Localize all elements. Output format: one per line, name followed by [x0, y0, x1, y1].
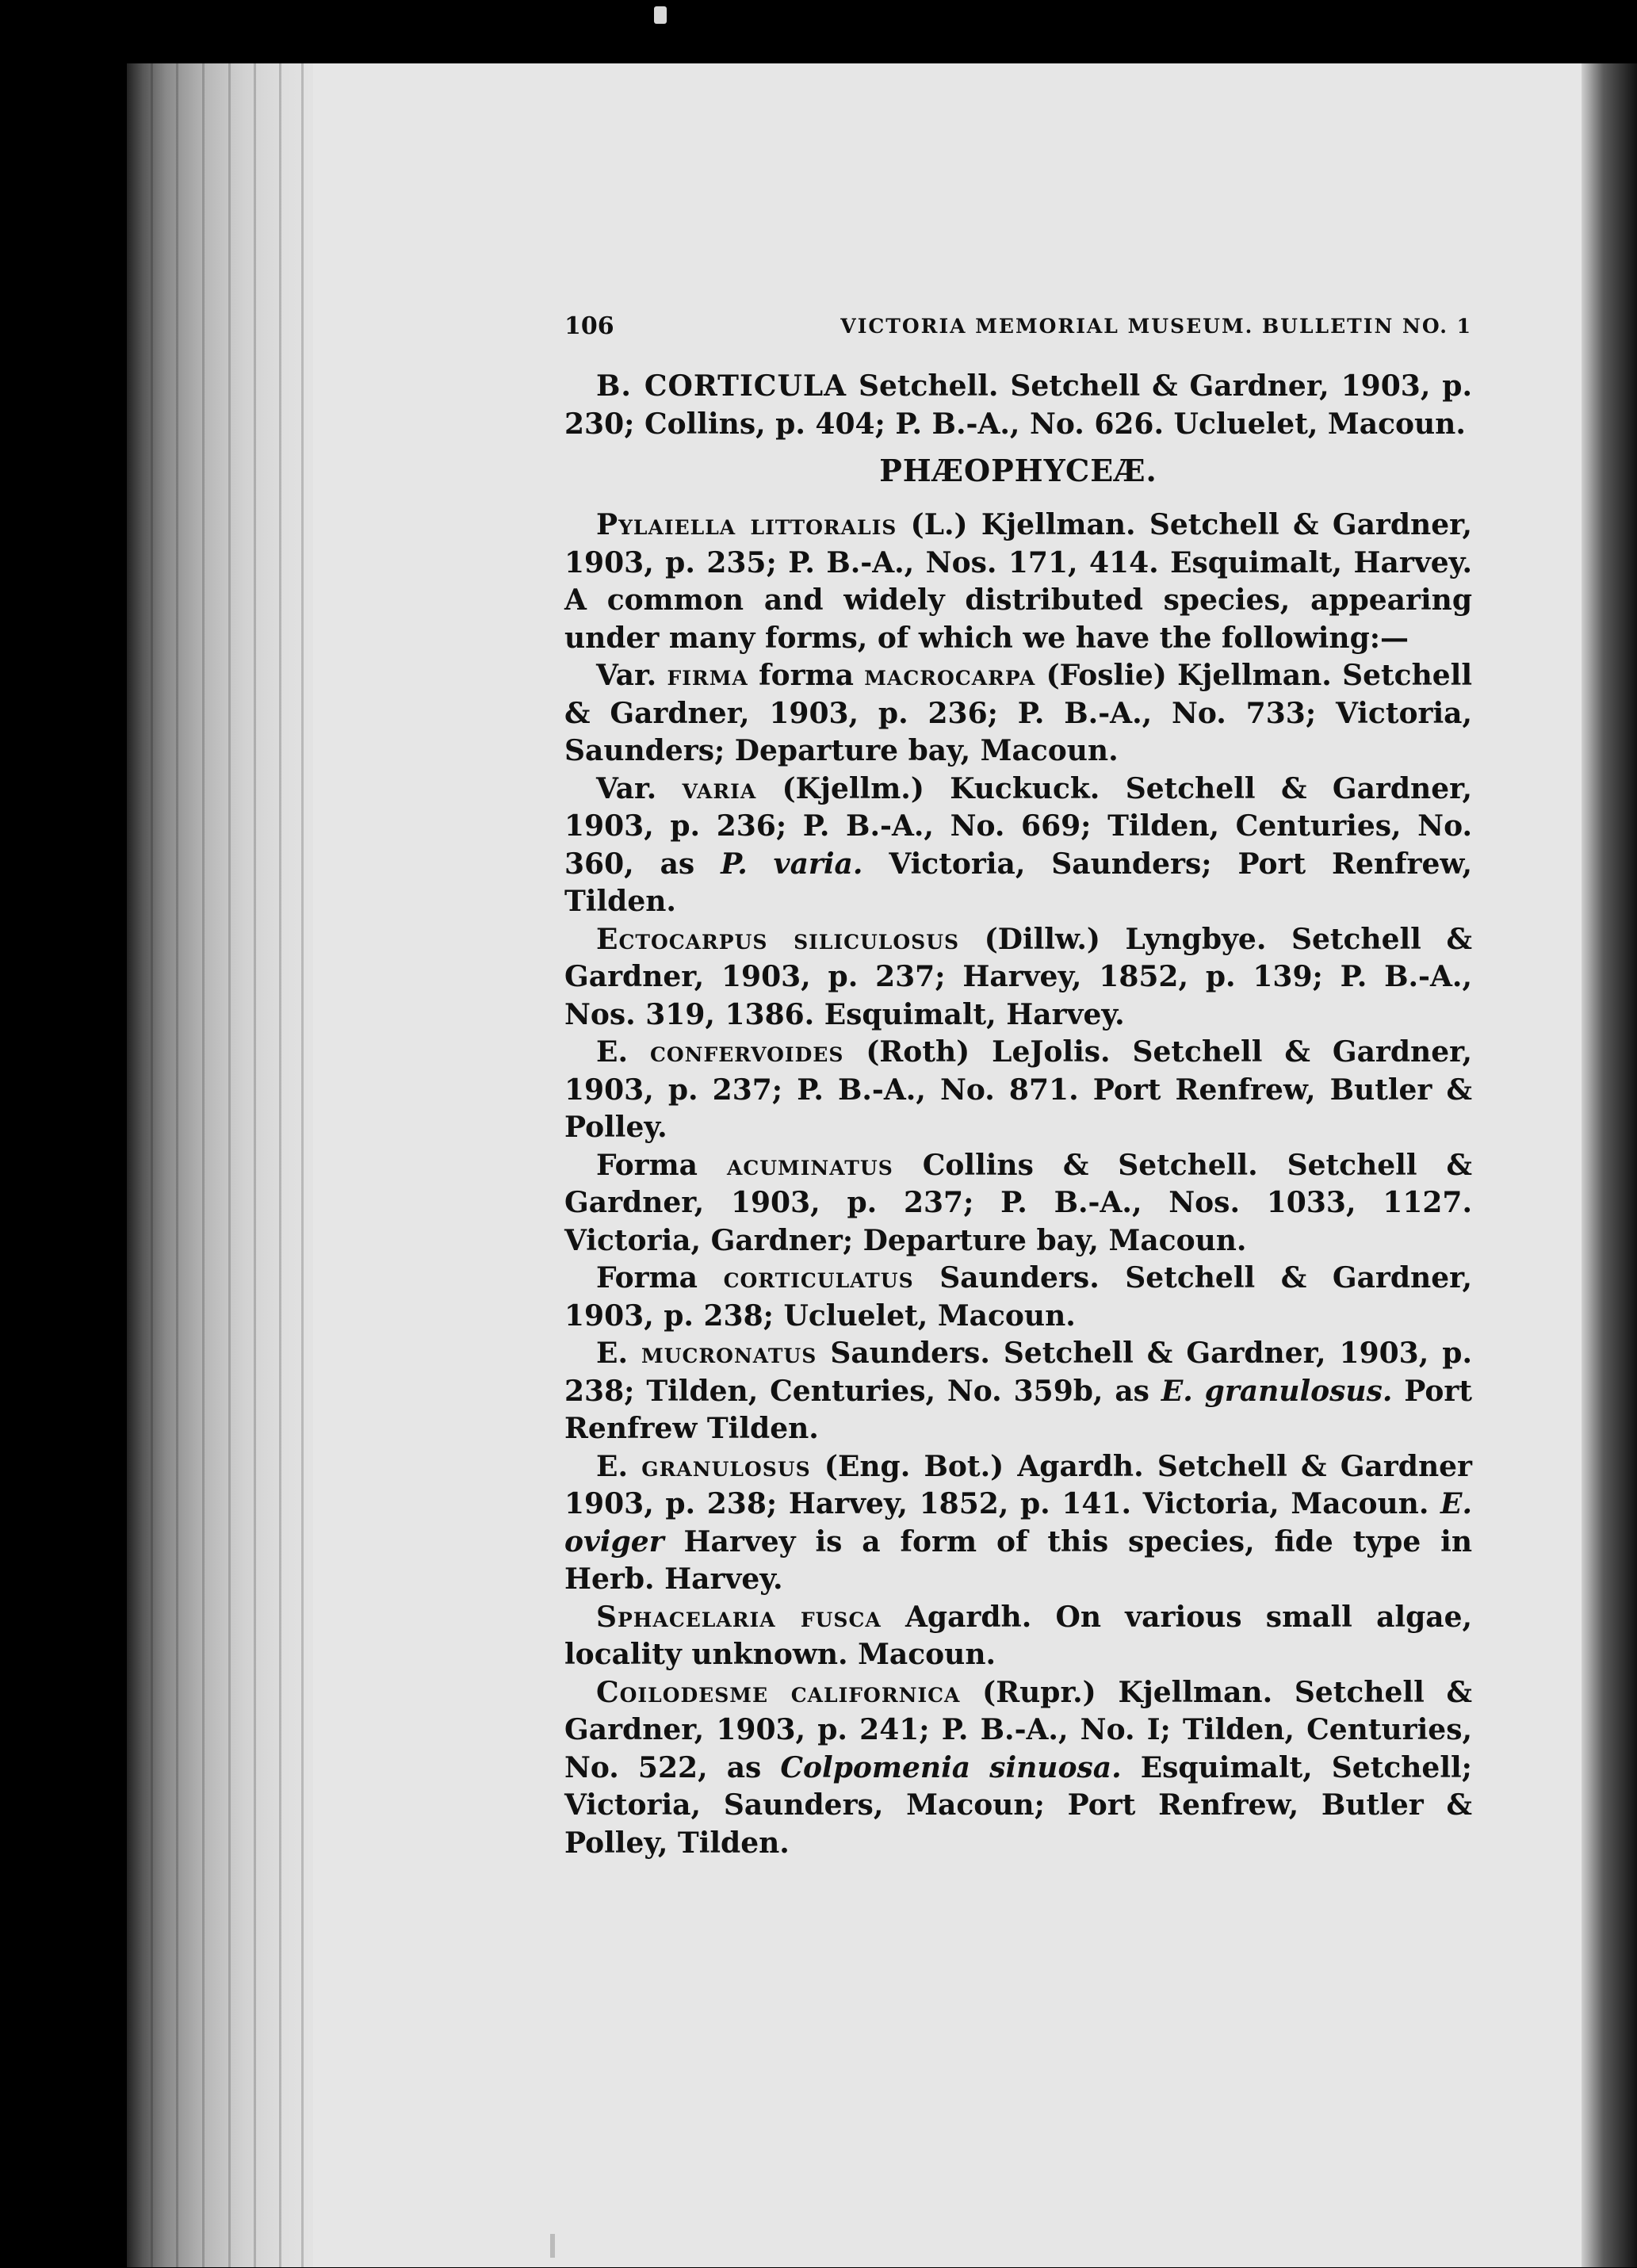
- entry-text: Collins & Setchell. Setchell & Gardner, 1903, p. 237; P. B.-A., Nos. 1033, 1127. Victoria, Gardner; Departure bay, Macoun.: [564, 1148, 1472, 1257]
- scan-mark-top: [654, 6, 667, 24]
- entry-text: (Dillw.) Lyngbye. Setchell & Gardner, 1903, p. 237; Harvey, 1852, p. 139; P. B.-A., Nos. 319, 1386. Esquimalt, Harvey.: [564, 922, 1472, 1031]
- entry-paragraph: [564, 1674, 1472, 1863]
- section-heading: PHÆOPHYCEÆ.: [879, 453, 1157, 488]
- book-page-edges: [127, 63, 325, 2267]
- entry-prefix: E.: [596, 1449, 642, 1483]
- page-content: [564, 311, 1472, 1862]
- taxon-name: Coilodesme californica: [596, 1675, 961, 1709]
- entry-text: Setchell. Setchell & Gardner, 1903, p. 230; Collins, p. 404; P. B.-A., No. 626. Ucluelet, Macoun.: [564, 369, 1472, 441]
- entry-prefix: Var.: [596, 771, 683, 805]
- entry-text: Esquimalt, Setchell; Victoria, Saunders, Macoun; Port Renfrew, Butler & Polley, Tilden.: [564, 1750, 1472, 1860]
- taxon-name: Ectocarpus siliculosus: [596, 922, 960, 956]
- taxon-name: confervoides: [649, 1035, 844, 1069]
- entry-text: Harvey is a form of this species, fide type in Herb. Harvey.: [564, 1524, 1472, 1596]
- entry-paragraph: [564, 1260, 1472, 1335]
- scan-mark-bottom: [550, 2234, 555, 2258]
- entry-text: (Eng. Bot.) Agardh. Setchell & Gardner 1903, p. 238; Harvey, 1852, p. 141. Victoria, Macoun.: [564, 1449, 1472, 1520]
- entry-prefix: Forma: [596, 1148, 727, 1182]
- entry-text: Saunders. Setchell & Gardner, 1903, p. 238; Tilden, Centuries, No. 359b, as: [564, 1337, 1472, 1408]
- taxon-name: macrocarpa: [864, 659, 1036, 692]
- entry-paragraph: [564, 368, 1472, 443]
- italic-taxon: E. oviger: [564, 1487, 1472, 1559]
- entry-paragraph: [564, 1448, 1472, 1599]
- taxon-name: granulosus: [641, 1449, 811, 1483]
- taxon-name: mucronatus: [641, 1337, 817, 1370]
- page-number: 106: [564, 312, 614, 340]
- entry-paragraph: [564, 657, 1472, 771]
- entry-prefix: Var.: [596, 659, 667, 692]
- entry-text: Victoria, Saunders; Port Renfrew, Tilden.: [564, 847, 1472, 918]
- taxon-name: B. CORTICULA: [596, 369, 847, 403]
- entry-text: (Roth) LeJolis. Setchell & Gardner, 1903, p. 237; P. B.-A., No. 871. Port Renfrew, Butler & Polley.: [564, 1035, 1472, 1144]
- entry-paragraph: [564, 1335, 1472, 1448]
- entry-text: forma: [748, 659, 865, 692]
- entry-prefix: E.: [596, 1035, 650, 1069]
- entry-prefix: Forma: [596, 1261, 724, 1295]
- entry-text: Port Renfrew Tilden.: [564, 1374, 1473, 1445]
- entry-text: (Kjellm.) Kuckuck. Setchell & Gardner, 1903, p. 236; P. B.-A., No. 669; Tilden, Centuries, No. 360, as: [564, 771, 1472, 881]
- taxon-name: Sphacelaria fusca: [596, 1600, 882, 1634]
- entry-text: (Rupr.) Kjellman. Setchell & Gardner, 1903, p. 241; P. B.-A., No. I; Tilden, Centuries, No. 522, as: [564, 1675, 1472, 1784]
- entry-text: (L.) Kjellman. Setchell & Gardner, 1903, p. 235; P. B.-A., Nos. 171, 414. Esquimalt, Harvey. A common and widely distributed species, appearing under many forms, of which we have the following:—: [564, 508, 1472, 655]
- taxon-name: varia: [682, 771, 757, 805]
- entry-text: (Foslie) Kjellman. Setchell & Gardner, 1903, p. 236; P. B.-A., No. 733; Victoria, Saunders; Departure bay, Macoun.: [564, 659, 1472, 767]
- italic-taxon: E. granulosus.: [1161, 1374, 1393, 1408]
- entry-paragraph: [564, 771, 1472, 921]
- entry-paragraph: [564, 921, 1472, 1035]
- taxon-name: firma: [667, 659, 748, 692]
- entry-text: Agardh. On various small algae, locality unknown. Macoun.: [564, 1600, 1473, 1671]
- taxon-name: corticulatus: [723, 1261, 914, 1295]
- entry-paragraph: [564, 507, 1472, 657]
- entry-text: Saunders. Setchell & Gardner, 1903, p. 238; Ucluelet, Macoun.: [564, 1261, 1472, 1333]
- italic-taxon: P. varia.: [721, 847, 863, 881]
- taxon-name: acuminatus: [726, 1148, 893, 1182]
- italic-taxon: Colpomenia sinuosa.: [780, 1750, 1122, 1784]
- entry-prefix: E.: [596, 1337, 642, 1370]
- running-header: [564, 311, 1472, 342]
- entry-paragraph: [564, 1599, 1472, 1674]
- running-title: VICTORIA MEMORIAL MUSEUM. BULLETIN NO. 1: [840, 315, 1472, 338]
- entry-paragraph: [564, 1034, 1472, 1147]
- entry-paragraph: [564, 1147, 1472, 1260]
- binding-shadow: [1582, 63, 1637, 2267]
- taxon-name: Pylaiella littoralis: [596, 508, 897, 541]
